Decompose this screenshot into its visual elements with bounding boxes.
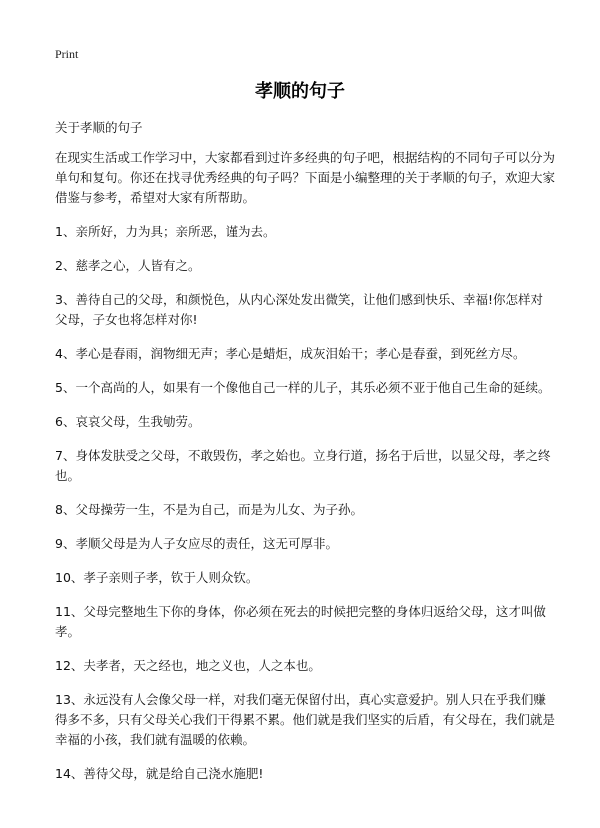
list-item: 8、父母操劳一生，不是为自己，而是为儿女、为子孙。 (55, 502, 363, 517)
print-link[interactable]: Print (55, 47, 79, 61)
list-item: 4、孝心是春雨，润物细无声；孝心是蜡炬，成灰泪始干；孝心是春蚕，到死丝方尽。 (55, 346, 526, 361)
list-item: 5、一个高尚的人，如果有一个像他自己一样的儿子，其乐必须不亚于他自己生命的延续。 (55, 380, 551, 395)
page-title: 孝顺的句子 (255, 81, 345, 102)
list-item: 1、亲所好，力为具；亲所恶，谨为去。 (55, 224, 276, 239)
list-item: 2、慈孝之心，人皆有之。 (55, 258, 201, 273)
list-item: 10、孝子亲则子孝，钦于人则众钦。 (55, 570, 259, 585)
article-subtitle: 关于孝顺的句子 (55, 120, 143, 135)
list-item: 11、父母完整地生下你的身体，你必须在死去的时候把完整的身体归返给父母，这才叫做孝。 (55, 604, 546, 639)
article-intro: 在现实生活或工作学习中，大家都看到过许多经典的句子吧，根据结构的不同句子可以分为单句和复句。你还在找寻优秀经典的句子吗？下面是小编整理的关于孝顺的句子，欢迎大家借鉴与参考，希望对大家有所帮助。 (55, 150, 556, 205)
list-item: 7、身体发肤受之父母，不敢毁伤，孝之始也。立身行道，扬名于后世，以显父母，孝之终也。 (55, 448, 551, 483)
list-item: 9、孝顺父母是为人子女应尽的责任，这无可厚非。 (55, 536, 338, 551)
list-item: 13、永远没有人会像父母一样，对我们毫无保留付出，真心实意爱护。别人只在乎我们赚得多不多，只有父母关心我们干得累不累。他们就是我们坚实的后盾，有父母在，我们就是幸福的小孩，我们就有温暖的依赖。 (55, 692, 556, 747)
list-item: 6、哀哀父母，生我劬劳。 (55, 414, 201, 429)
list-item: 14、善待父母，就是给自己浇水施肥! (55, 766, 264, 781)
list-item: 3、善待自己的父母，和颜悦色，从内心深处发出微笑，让他们感到快乐、幸福!你怎样对父母，子女也将怎样对你! (55, 292, 543, 327)
list-item: 12、夫孝者，天之经也，地之义也，人之本也。 (55, 658, 321, 673)
article-body (55, 118, 555, 798)
